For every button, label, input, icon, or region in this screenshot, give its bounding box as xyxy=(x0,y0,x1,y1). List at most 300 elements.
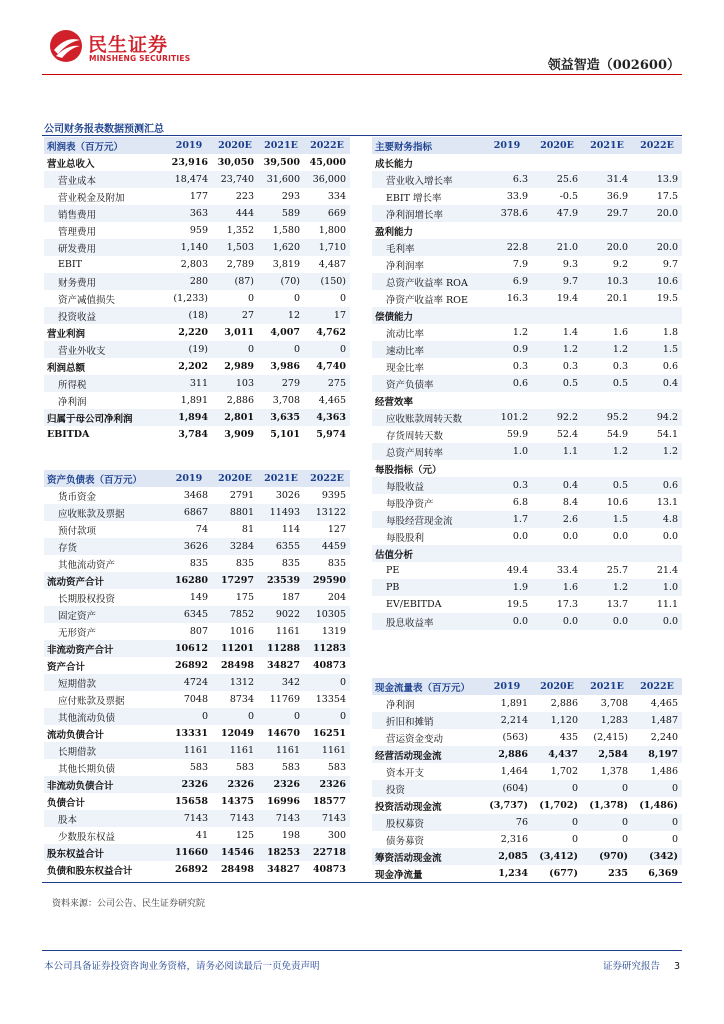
value-cell: 1016 xyxy=(212,623,258,640)
row-label: 速动比率 xyxy=(372,341,482,358)
table-row xyxy=(372,273,682,290)
value-cell: 334 xyxy=(304,188,350,205)
data-source-note: 资料来源：公司公告、民生证券研究院 xyxy=(52,899,206,909)
value-cell: (1,378) xyxy=(582,797,632,814)
value-cell: 1161 xyxy=(304,742,350,759)
row-label: 每股股利 xyxy=(372,528,482,545)
table-row xyxy=(44,426,350,443)
value-cell: 3,011 xyxy=(212,324,258,341)
value-cell: 1161 xyxy=(166,742,212,759)
value-cell: 31.4 xyxy=(582,171,632,188)
value-cell: 2791 xyxy=(212,487,258,504)
value-cell: 13.7 xyxy=(582,596,632,613)
row-label: 现金比率 xyxy=(372,358,482,375)
table-row xyxy=(372,729,682,746)
table-row xyxy=(372,307,682,324)
value-cell: 4.8 xyxy=(632,511,682,528)
row-label: 营运资金变动 xyxy=(372,729,482,746)
footer-rule xyxy=(42,950,682,951)
table-row xyxy=(44,759,350,776)
value-cell: 16251 xyxy=(304,725,350,742)
table-header-row xyxy=(372,678,682,695)
value-cell xyxy=(582,545,632,562)
table-header-row xyxy=(44,137,350,154)
value-cell: 45,000 xyxy=(304,154,350,171)
value-cell: 1.2 xyxy=(532,341,582,358)
value-cell: 14670 xyxy=(258,725,304,742)
value-cell: 0 xyxy=(582,780,632,797)
table-row xyxy=(44,538,350,555)
value-cell: 1,283 xyxy=(582,712,632,729)
value-cell: 2,989 xyxy=(212,358,258,375)
value-cell: 0 xyxy=(304,674,350,691)
value-cell: 47.9 xyxy=(532,205,582,222)
value-cell: 583 xyxy=(304,759,350,776)
year-header-cell: 2019 xyxy=(166,137,212,154)
value-cell: 28498 xyxy=(212,657,258,674)
row-label: 营业成本 xyxy=(44,171,166,188)
table-row xyxy=(44,154,350,171)
table-row xyxy=(44,606,350,623)
row-label: 估值分析 xyxy=(372,545,482,562)
value-cell: 187 xyxy=(258,589,304,606)
value-cell: 0.6 xyxy=(632,477,682,494)
value-cell xyxy=(482,460,532,477)
value-cell: 0 xyxy=(212,708,258,725)
value-cell: 1,352 xyxy=(212,222,258,239)
value-cell: 0.6 xyxy=(632,358,682,375)
footer-right xyxy=(603,958,680,972)
value-cell: 204 xyxy=(304,589,350,606)
value-cell: 0 xyxy=(212,290,258,307)
value-cell: 0 xyxy=(304,708,350,725)
table-header-row xyxy=(44,470,350,487)
value-cell: 1.5 xyxy=(582,511,632,528)
value-cell: (1,702) xyxy=(532,797,582,814)
value-cell: 20.1 xyxy=(582,290,632,307)
row-label: 资产减值损失 xyxy=(44,290,166,307)
year-header-cell: 2020E xyxy=(212,470,258,487)
row-label: 长期股权投资 xyxy=(44,589,166,606)
table-row xyxy=(372,426,682,443)
value-cell xyxy=(632,392,682,409)
value-cell: 13122 xyxy=(304,504,350,521)
table-row xyxy=(372,324,682,341)
value-cell: 114 xyxy=(258,521,304,538)
value-cell: 2.6 xyxy=(532,511,582,528)
value-cell: 0 xyxy=(258,708,304,725)
row-label: 盈利能力 xyxy=(372,222,482,239)
logo-chinese: 民生证券 xyxy=(88,34,169,56)
value-cell xyxy=(582,154,632,171)
table-row xyxy=(372,780,682,797)
table-row xyxy=(44,222,350,239)
value-cell xyxy=(632,460,682,477)
value-cell: 10.3 xyxy=(582,273,632,290)
table-row xyxy=(372,188,682,205)
value-cell: 1,140 xyxy=(166,239,212,256)
table-row xyxy=(372,712,682,729)
value-cell: 1.6 xyxy=(582,324,632,341)
row-label: 总资产周转率 xyxy=(372,443,482,460)
row-label: PB xyxy=(372,579,482,596)
table-row xyxy=(372,865,682,882)
row-label: 固定资产 xyxy=(44,606,166,623)
row-label: EV/EBITDA xyxy=(372,596,482,613)
row-label: 流动比率 xyxy=(372,324,482,341)
row-label: 资本开支 xyxy=(372,763,482,780)
value-cell: 14546 xyxy=(212,844,258,861)
table-row xyxy=(44,725,350,742)
value-cell: 49.4 xyxy=(482,562,532,579)
table-row xyxy=(44,589,350,606)
year-header-cell: 2022E xyxy=(304,470,350,487)
table-header-row xyxy=(372,137,682,154)
row-label: 资产合计 xyxy=(44,657,166,674)
table-row xyxy=(372,477,682,494)
table-row xyxy=(372,562,682,579)
row-label: EBITDA xyxy=(44,426,166,443)
value-cell: (970) xyxy=(582,848,632,865)
value-cell: 54.9 xyxy=(582,426,632,443)
value-cell: 40873 xyxy=(304,861,350,878)
value-cell: 0 xyxy=(258,341,304,358)
value-cell: 9.2 xyxy=(582,256,632,273)
value-cell: 81 xyxy=(212,521,258,538)
value-cell: 103 xyxy=(212,375,258,392)
table-row xyxy=(44,290,350,307)
value-cell: 435 xyxy=(532,729,582,746)
value-cell: 31,600 xyxy=(258,171,304,188)
value-cell: 10612 xyxy=(166,640,212,657)
value-cell: 6.9 xyxy=(482,273,532,290)
table-row xyxy=(372,409,682,426)
value-cell: 275 xyxy=(304,375,350,392)
value-cell xyxy=(632,307,682,324)
value-cell: 0.5 xyxy=(582,375,632,392)
value-cell: 29.7 xyxy=(582,205,632,222)
value-cell: 1.8 xyxy=(632,324,682,341)
value-cell: 0.5 xyxy=(582,477,632,494)
value-cell: 835 xyxy=(166,555,212,572)
row-label: 应收账款及票据 xyxy=(44,504,166,521)
balance-sheet-table xyxy=(44,470,350,878)
value-cell: 17.5 xyxy=(632,188,682,205)
value-cell: 0.0 xyxy=(632,528,682,545)
value-cell: 8,197 xyxy=(632,746,682,763)
value-cell: 2,202 xyxy=(166,358,212,375)
value-cell: 8.4 xyxy=(532,494,582,511)
value-cell: 7143 xyxy=(212,810,258,827)
value-cell: 1.9 xyxy=(482,579,532,596)
table-row xyxy=(372,596,682,613)
value-cell: 1.2 xyxy=(582,341,632,358)
value-cell: 18577 xyxy=(304,793,350,810)
value-cell xyxy=(532,460,582,477)
row-label: 其他长期负债 xyxy=(44,759,166,776)
value-cell: 0.0 xyxy=(482,613,532,630)
row-label: 每股净资产 xyxy=(372,494,482,511)
row-label: 研发费用 xyxy=(44,239,166,256)
table-row xyxy=(44,793,350,810)
header-rule xyxy=(42,74,682,75)
row-label: PE xyxy=(372,562,482,579)
row-label: 非流动负债合计 xyxy=(44,776,166,793)
value-cell: 9.7 xyxy=(632,256,682,273)
value-cell: 7048 xyxy=(166,691,212,708)
value-cell: 2,886 xyxy=(532,695,582,712)
row-label: 每股收益 xyxy=(372,477,482,494)
footer-disclaimer: 本公司具备证券投资咨询业务资格，请务必阅读最后一页免责声明 xyxy=(44,961,320,972)
value-cell: 1,234 xyxy=(482,865,532,882)
minsheng-logo xyxy=(48,28,208,68)
table-row xyxy=(372,341,682,358)
value-cell: 15658 xyxy=(166,793,212,810)
table-row xyxy=(372,171,682,188)
value-cell: 16.3 xyxy=(482,290,532,307)
value-cell: 223 xyxy=(212,188,258,205)
value-cell: 0.0 xyxy=(532,528,582,545)
value-cell: 59.9 xyxy=(482,426,532,443)
value-cell: 0.0 xyxy=(532,613,582,630)
table-row xyxy=(372,460,682,477)
row-label: 利润总额 xyxy=(44,358,166,375)
value-cell: 2,214 xyxy=(482,712,532,729)
value-cell: 1.4 xyxy=(532,324,582,341)
value-cell: 11288 xyxy=(258,640,304,657)
value-cell: 17 xyxy=(304,307,350,324)
value-cell xyxy=(532,392,582,409)
value-cell: 2,220 xyxy=(166,324,212,341)
row-label: 偿债能力 xyxy=(372,307,482,324)
table-row xyxy=(372,239,682,256)
table-row xyxy=(372,375,682,392)
year-header-cell: 2020E xyxy=(532,137,582,154)
value-cell: 0.0 xyxy=(582,613,632,630)
value-cell: 2,584 xyxy=(582,746,632,763)
value-cell: 3,635 xyxy=(258,409,304,426)
value-cell: 20.0 xyxy=(632,239,682,256)
value-cell: 0.9 xyxy=(482,341,532,358)
value-cell: 8734 xyxy=(212,691,258,708)
table-row xyxy=(372,443,682,460)
value-cell xyxy=(532,222,582,239)
row-label: EBIT 增长率 xyxy=(372,188,482,205)
row-label: 现金净流量 xyxy=(372,865,482,882)
table-row xyxy=(372,528,682,545)
value-cell: 14375 xyxy=(212,793,258,810)
year-header-cell: 2022E xyxy=(632,137,682,154)
value-cell xyxy=(632,222,682,239)
value-cell: 11769 xyxy=(258,691,304,708)
row-label: 销售费用 xyxy=(44,205,166,222)
value-cell: 311 xyxy=(166,375,212,392)
value-cell: 34827 xyxy=(258,657,304,674)
value-cell: 0 xyxy=(304,290,350,307)
value-cell: 807 xyxy=(166,623,212,640)
year-header-cell: 2022E xyxy=(632,678,682,695)
logo-english: MINSHENG SECURITIES xyxy=(89,54,191,63)
value-cell: 583 xyxy=(258,759,304,776)
value-cell: (18) xyxy=(166,307,212,324)
value-cell: (70) xyxy=(258,273,304,290)
value-cell: 4,465 xyxy=(304,392,350,409)
table-row xyxy=(44,861,350,878)
value-cell: 0.6 xyxy=(482,375,532,392)
value-cell: 13354 xyxy=(304,691,350,708)
row-label: 少数股东权益 xyxy=(44,827,166,844)
value-cell: 101.2 xyxy=(482,409,532,426)
value-cell: 4,007 xyxy=(258,324,304,341)
value-cell: 3,819 xyxy=(258,256,304,273)
value-cell: 835 xyxy=(212,555,258,572)
table-row xyxy=(44,742,350,759)
value-cell: 1,891 xyxy=(482,695,532,712)
value-cell: 0 xyxy=(632,814,682,831)
table-row xyxy=(44,341,350,358)
row-label: 筹资活动现金流 xyxy=(372,848,482,865)
value-cell: 1.2 xyxy=(582,443,632,460)
value-cell xyxy=(582,460,632,477)
table-row xyxy=(372,814,682,831)
value-cell: 3284 xyxy=(212,538,258,555)
value-cell: 33.9 xyxy=(482,188,532,205)
value-cell: 0.3 xyxy=(482,477,532,494)
value-cell: 19.4 xyxy=(532,290,582,307)
row-label: 净利润率 xyxy=(372,256,482,273)
value-cell: 669 xyxy=(304,205,350,222)
value-cell: 7143 xyxy=(258,810,304,827)
value-cell: 4,762 xyxy=(304,324,350,341)
value-cell: 8801 xyxy=(212,504,258,521)
value-cell: 2326 xyxy=(212,776,258,793)
row-label: 成长能力 xyxy=(372,154,482,171)
value-cell: 11493 xyxy=(258,504,304,521)
value-cell: 13.1 xyxy=(632,494,682,511)
table-row xyxy=(372,494,682,511)
value-cell: (563) xyxy=(482,729,532,746)
row-label: 其他流动负债 xyxy=(44,708,166,725)
table-row xyxy=(372,392,682,409)
table-row xyxy=(372,831,682,848)
value-cell: 34827 xyxy=(258,861,304,878)
year-header-cell: 2019 xyxy=(482,137,532,154)
table-row xyxy=(44,844,350,861)
value-cell: 1.1 xyxy=(532,443,582,460)
value-cell: 1,894 xyxy=(166,409,212,426)
value-cell: 2,886 xyxy=(212,392,258,409)
section-title: 公司财务报表数据预测汇总 xyxy=(44,124,164,135)
table-row xyxy=(44,521,350,538)
table-row xyxy=(44,324,350,341)
table-row xyxy=(44,358,350,375)
value-cell: 18253 xyxy=(258,844,304,861)
value-cell: 0.0 xyxy=(482,528,532,545)
row-label: 预付款项 xyxy=(44,521,166,538)
value-cell: 7.9 xyxy=(482,256,532,273)
value-cell: 1.0 xyxy=(632,579,682,596)
value-cell: 378.6 xyxy=(482,205,532,222)
value-cell xyxy=(482,154,532,171)
table-row xyxy=(44,827,350,844)
value-cell: 835 xyxy=(258,555,304,572)
value-cell: 363 xyxy=(166,205,212,222)
value-cell: 19.5 xyxy=(632,290,682,307)
value-cell: 293 xyxy=(258,188,304,205)
row-label: 应收账款周转天数 xyxy=(372,409,482,426)
table-row xyxy=(372,256,682,273)
value-cell: 25.7 xyxy=(582,562,632,579)
table-row xyxy=(44,487,350,504)
row-label: 资产负债率 xyxy=(372,375,482,392)
value-cell: 0 xyxy=(582,831,632,848)
value-cell: 3626 xyxy=(166,538,212,555)
value-cell: 23,740 xyxy=(212,171,258,188)
table-bottom-rule xyxy=(42,882,682,883)
value-cell: 22.8 xyxy=(482,239,532,256)
value-cell: (3,412) xyxy=(532,848,582,865)
value-cell: 94.2 xyxy=(632,409,682,426)
value-cell: 0 xyxy=(212,341,258,358)
table-row xyxy=(372,545,682,562)
value-cell: 1.0 xyxy=(482,443,532,460)
year-header-cell: 2019 xyxy=(482,678,532,695)
value-cell: 1,800 xyxy=(304,222,350,239)
value-cell: 0 xyxy=(582,814,632,831)
table-row xyxy=(372,511,682,528)
value-cell: 2,803 xyxy=(166,256,212,273)
value-cell: 28498 xyxy=(212,861,258,878)
value-cell: 1,620 xyxy=(258,239,304,256)
value-cell: 444 xyxy=(212,205,258,222)
value-cell: 3026 xyxy=(258,487,304,504)
value-cell: 39,500 xyxy=(258,154,304,171)
value-cell: 2,789 xyxy=(212,256,258,273)
row-label: 股权募资 xyxy=(372,814,482,831)
table-row xyxy=(44,409,350,426)
key-ratios-table xyxy=(372,137,682,630)
value-cell: 95.2 xyxy=(582,409,632,426)
value-cell: 0.3 xyxy=(582,358,632,375)
table-row xyxy=(44,205,350,222)
table-row xyxy=(372,797,682,814)
value-cell: 17297 xyxy=(212,572,258,589)
row-label: 净资产收益率 ROE xyxy=(372,290,482,307)
value-cell: (1,233) xyxy=(166,290,212,307)
table-row xyxy=(44,623,350,640)
row-label: 存货周转天数 xyxy=(372,426,482,443)
value-cell: 52.4 xyxy=(532,426,582,443)
value-cell: 4,487 xyxy=(304,256,350,273)
value-cell: 0 xyxy=(532,831,582,848)
value-cell: 41 xyxy=(166,827,212,844)
value-cell: 13.9 xyxy=(632,171,682,188)
value-cell: 0 xyxy=(532,780,582,797)
value-cell: 6,369 xyxy=(632,865,682,882)
row-label: 归属于母公司净利润 xyxy=(44,409,166,426)
value-cell: (19) xyxy=(166,341,212,358)
row-label: 股息收益率 xyxy=(372,613,482,630)
value-cell: 835 xyxy=(304,555,350,572)
row-label: 经营效率 xyxy=(372,392,482,409)
table-row xyxy=(44,691,350,708)
row-label: 每股经营现金流 xyxy=(372,511,482,528)
value-cell: 18,474 xyxy=(166,171,212,188)
row-label: 股东权益合计 xyxy=(44,844,166,861)
year-header-cell: 2022E xyxy=(304,137,350,154)
table-row xyxy=(44,504,350,521)
value-cell: 1312 xyxy=(212,674,258,691)
